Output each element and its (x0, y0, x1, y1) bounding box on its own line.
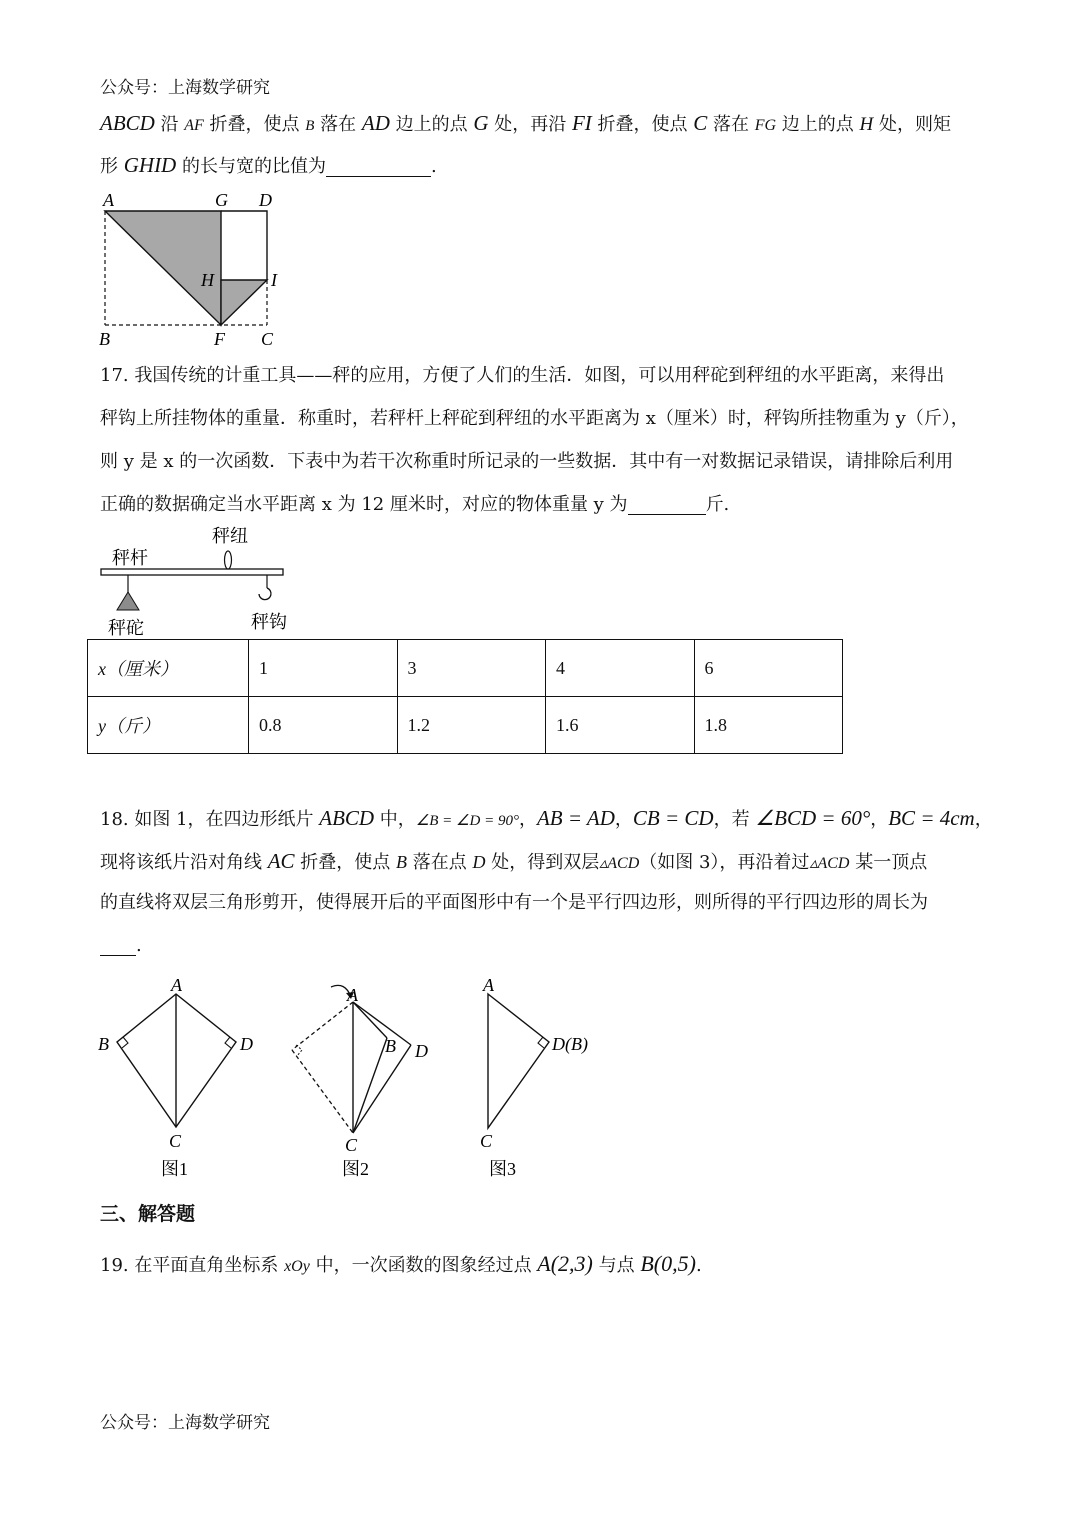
scale-knob (225, 551, 232, 569)
header-watermark: 公众号：上海数学研究 (100, 78, 270, 98)
label-hook: 秤钩 (251, 612, 287, 632)
label-H: H (201, 270, 214, 290)
fig1-caption: 图1 (161, 1159, 188, 1179)
table-cell: 6 (694, 640, 843, 697)
q17-data-table (87, 639, 843, 754)
fig3-label-D: D(B) (552, 1034, 588, 1054)
section-title: 三、解答题 (100, 1203, 196, 1225)
table-row (88, 697, 843, 754)
label-I: I (271, 270, 277, 290)
label-rod: 秤杆 (112, 548, 148, 568)
q18-figure-2 (275, 975, 450, 1185)
answer-blank-17[interactable] (628, 496, 706, 515)
fig1-label-A: A (171, 975, 182, 995)
right-angle-D (538, 1037, 544, 1048)
table-row (88, 640, 843, 697)
shaded-triangle-HIF (221, 280, 267, 325)
q16-fold-figure (95, 188, 295, 353)
q19-line: 19. 在平面直角坐标系 xOy 中，一次函数的图象经过点 A(2,3) 与点 B(0,5). (100, 1251, 702, 1276)
q16-line2: 形 GHID 的长与宽的比值为 . (100, 153, 437, 177)
steelyard-figure (95, 522, 305, 640)
label-weight: 秤砣 (108, 618, 144, 638)
table-cell: 4 (546, 640, 695, 697)
scale-hook (259, 588, 271, 600)
table-cell: 0.8 (249, 697, 398, 754)
scale-rod (101, 569, 283, 575)
right-angle-B (122, 1037, 128, 1048)
fig2-label-D: D (415, 1041, 428, 1061)
q18-line2: 现将该纸片沿对角线 AC 折叠，使点 B 落在点 D 处，得到双层▵ACD（如图 3），再沿着过▵ACD 某一顶点 (100, 849, 928, 873)
q18-line4: . (100, 937, 142, 956)
q18-line1: 18. 如图 1，在四边形纸片 ABCD 中，∠B = ∠D = 90°，AB = AD，CB = CD，若 ∠BCD = 60°，BC = 4cm， (100, 806, 993, 830)
q17-line4: 正确的数据确定当水平距离 x 为 12 厘米时，对应的物体重量 y 为 斤. (100, 494, 730, 515)
rect-GHID-edges (221, 211, 267, 280)
label-B: B (99, 329, 110, 349)
fig3-caption: 图3 (489, 1159, 516, 1179)
fig2-label-A: A (347, 985, 358, 1005)
footer-watermark: 公众号：上海数学研究 (100, 1413, 270, 1433)
label-knob: 秤纽 (212, 526, 248, 546)
label-A: A (103, 190, 114, 210)
q17-line2: 秤钩上所挂物体的重量．称重时，若秤杆上秤砣到秤纽的水平距离为 x（厘米）时，秤钩所挂物重为 y（斤）， (100, 408, 969, 429)
q18-figure-3 (470, 975, 620, 1185)
q17-line1: 17. 我国传统的计重工具——秤的应用，方便了人们的生活．如图，可以用秤砣到秤纽的水平距离，来得出 (100, 365, 945, 386)
q16-line1: ABCD 沿 AF 折叠，使点 B 落在 AD 边上的点 G 处，再沿 FI 折叠，使点 C 落在 FG 边上的点 H 处，则矩 (100, 111, 951, 135)
fig1-label-C: C (169, 1131, 182, 1151)
q17-line3: 则 y 是 x 的一次函数．下表中为若干次称重时所记录的一些数据．其中有一对数据记录错误，请排除后利用 (100, 451, 954, 472)
table-cell: x（厘米） (88, 640, 249, 697)
fig1-label-D: D (240, 1034, 253, 1054)
table-cell: 1 (249, 640, 398, 697)
fig3-label-A: A (483, 975, 494, 995)
table-cell: 3 (397, 640, 546, 697)
q18-figure-1 (90, 975, 265, 1185)
table-cell: 1.2 (397, 697, 546, 754)
fig3-label-C: C (480, 1131, 493, 1151)
shaded-triangle-AGF (105, 211, 221, 325)
label-G: G (215, 190, 228, 210)
right-angle-D (225, 1037, 231, 1048)
table-cell: 1.8 (694, 697, 843, 754)
label-F: F (214, 329, 225, 349)
fig2-label-C: C (345, 1135, 358, 1155)
fig1-label-B: B (98, 1034, 109, 1054)
scale-weight (117, 592, 139, 610)
label-C: C (261, 329, 274, 349)
q18-line3: 的直线将双层三角形剪开，使得展开后的平面图形中有一个是平行四边形，则所得的平行四边形的周长为 (100, 892, 928, 913)
label-D: D (259, 190, 272, 210)
fig2-caption: 图2 (342, 1159, 369, 1179)
answer-blank-16[interactable] (326, 158, 431, 177)
table-cell: 1.6 (546, 697, 695, 754)
fig2-label-B: B (385, 1036, 396, 1056)
table-cell: y（斤） (88, 697, 249, 754)
answer-blank-18[interactable] (100, 937, 136, 956)
